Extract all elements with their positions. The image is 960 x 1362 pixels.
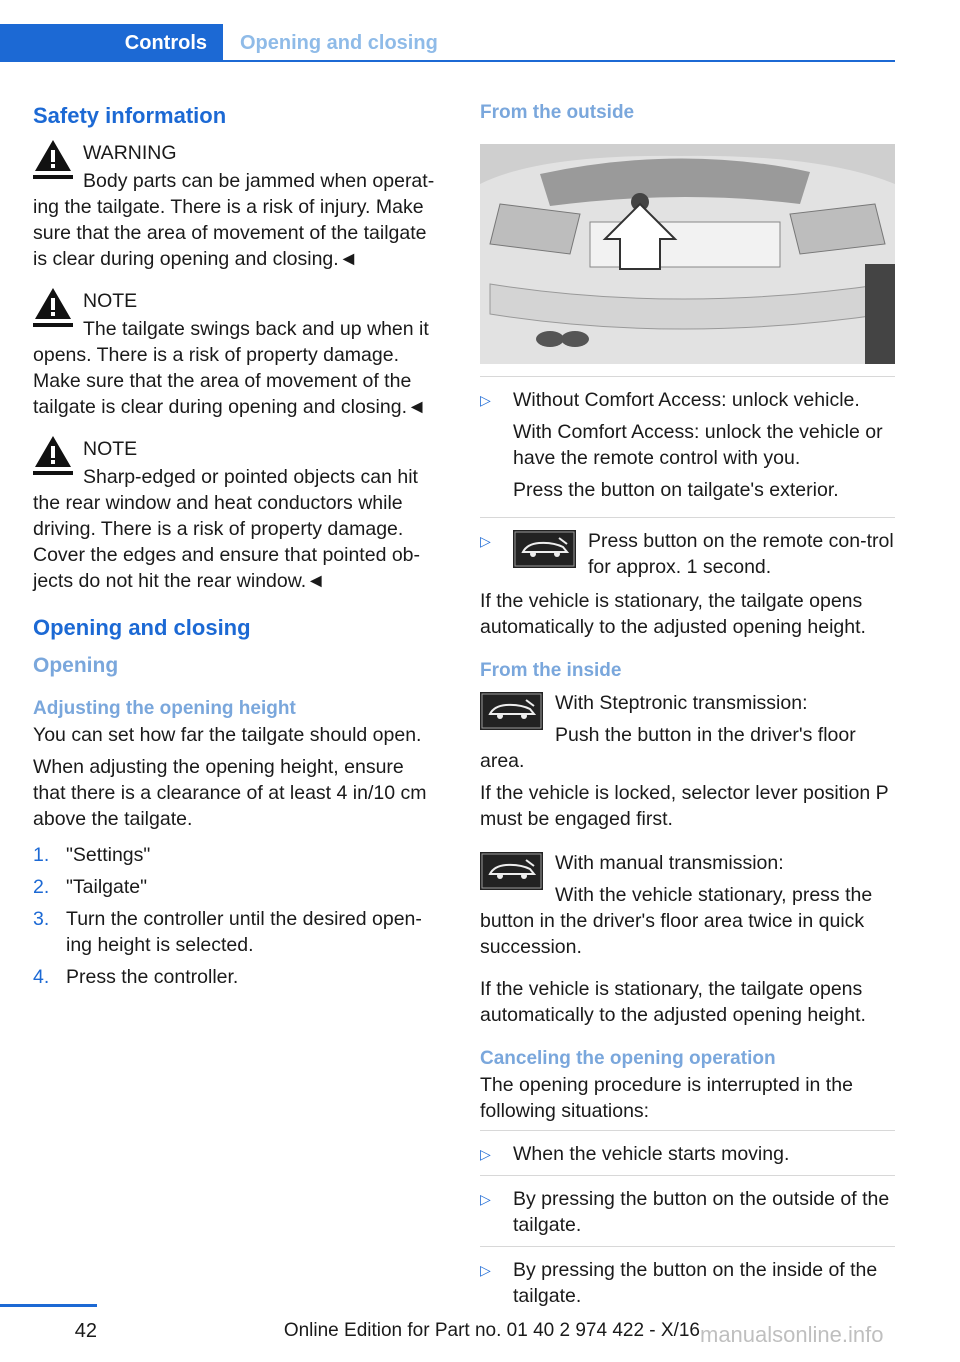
outside-result-text: If the vehicle is stationary, the tailgate opens automatically to the adjusted opening height. (480, 590, 866, 638)
list-text: When the vehicle starts moving. (513, 1143, 790, 1165)
adjusting-paragraph: When adjusting the opening height, ensure that there is a clearance of at least 4 in/10 cm above the tailgate. (33, 756, 427, 830)
triangle-bullet-icon: ▷ (480, 1146, 491, 1162)
step-text: "Settings" (66, 844, 151, 866)
from-inside-heading: From the inside (480, 660, 622, 681)
warning-block (33, 138, 441, 272)
right-column (480, 100, 895, 1317)
list-item (480, 377, 895, 518)
warning-label: WARNING (83, 142, 177, 164)
canceling-heading: Canceling the opening operation (480, 1048, 776, 1069)
manual-block (480, 850, 895, 960)
warning-triangle-icon (33, 286, 73, 328)
list-item (480, 1247, 895, 1317)
tab-opening-closing: Opening and closing (240, 32, 438, 54)
list-item (480, 1176, 895, 1247)
list-item (33, 964, 441, 990)
note-block (33, 434, 441, 594)
steptronic-block (480, 690, 895, 832)
step-text: "Tailgate" (66, 876, 148, 898)
tailgate-key-icon (480, 692, 543, 730)
warning-triangle-icon (33, 138, 73, 180)
triangle-bullet-icon: ▷ (480, 1191, 491, 1207)
list-text: By pressing the button on the inside of the tailgate. (513, 1259, 878, 1307)
warning-text: Body parts can be jammed when operat-ing the tailgate. There is a risk of injury. Make sure that the area of movement of the tailgate is clear during opening and closing.◄ (33, 170, 435, 270)
list-text: With Comfort Access: unlock the vehicle or have the remote control with you. (513, 421, 883, 469)
step-number: 2. (33, 876, 50, 898)
tailgate-key-icon (480, 852, 543, 890)
inside-result-text: If the vehicle is stationary, the tailgate opens automatically to the adjusted opening height. (480, 978, 866, 1026)
safety-information-heading: Safety information (33, 103, 227, 128)
note-text: The tailgate swings back and up when it opens. There is a risk of property damage. Make sure that the area of movement of the tailgate is clear during opening and closing.◄ (33, 318, 429, 418)
note-label: NOTE (83, 438, 138, 460)
list-item (480, 518, 895, 588)
list-item (33, 906, 441, 958)
list-text: Press the button on tailgate's exterior. (513, 479, 839, 501)
footer-rule (0, 1304, 97, 1307)
car-rear-illustration (480, 144, 895, 364)
outside-steps-list (480, 376, 895, 588)
list-item (480, 1131, 895, 1176)
page-number: 42 (74, 1320, 97, 1342)
tailgate-key-icon (513, 530, 576, 568)
note-label: NOTE (83, 290, 138, 312)
step-number: 4. (33, 966, 50, 988)
opening-closing-heading: Opening and closing (33, 615, 251, 640)
triangle-bullet-icon: ▷ (480, 533, 491, 549)
step-number: 1. (33, 844, 50, 866)
opening-heading: Opening (33, 654, 119, 677)
step-text: Turn the controller until the desired open-ing height is selected. (66, 908, 422, 956)
list-item (33, 842, 441, 868)
note-block (33, 286, 441, 420)
steps-list (33, 842, 441, 990)
step-text: Press the controller. (66, 966, 239, 988)
cancel-list (480, 1130, 895, 1317)
page-header (0, 24, 895, 62)
manual-label: With manual transmission: (555, 852, 784, 874)
steptronic-text: Push the button in the driver's floor area. (480, 724, 856, 772)
edition-text: Online Edition for Part no. 01 40 2 974 422 - X/16 (283, 1320, 700, 1341)
adjusting-height-heading: Adjusting the opening height (33, 698, 296, 719)
from-outside-heading: From the outside (480, 102, 635, 123)
adjusting-paragraph: You can set how far the tailgate should open. (33, 724, 422, 746)
list-text: Without Comfort Access: unlock vehicle. (513, 389, 860, 411)
steptronic-label: With Steptronic transmission: (555, 692, 808, 714)
list-text: By pressing the button on the outside of the tailgate. (513, 1188, 890, 1236)
list-item (33, 874, 441, 900)
warning-triangle-icon (33, 434, 73, 476)
left-column (33, 100, 441, 996)
tab-controls: Controls (0, 24, 223, 62)
watermark: manualsonline.info (700, 1322, 884, 1347)
cancel-intro-text: The opening procedure is interrupted in the following situations: (480, 1074, 853, 1122)
triangle-bullet-icon: ▷ (480, 1262, 491, 1278)
manual-text: With the vehicle stationary, press the button in the driver's floor area twice in quick succession. (480, 884, 873, 958)
triangle-bullet-icon: ▷ (480, 392, 491, 408)
step-number: 3. (33, 908, 50, 930)
steptronic-locked-text: If the vehicle is locked, selector lever position P must be engaged first. (480, 782, 889, 830)
note-text: Sharp-edged or pointed objects can hit the rear window and heat conductors while driving. There is a risk of property damage. Cover the edges and ensure that pointed ob-jects do not hit the rear window.◄ (33, 466, 421, 592)
list-text: Press button on the remote con-trol for approx. 1 second. (588, 530, 894, 578)
